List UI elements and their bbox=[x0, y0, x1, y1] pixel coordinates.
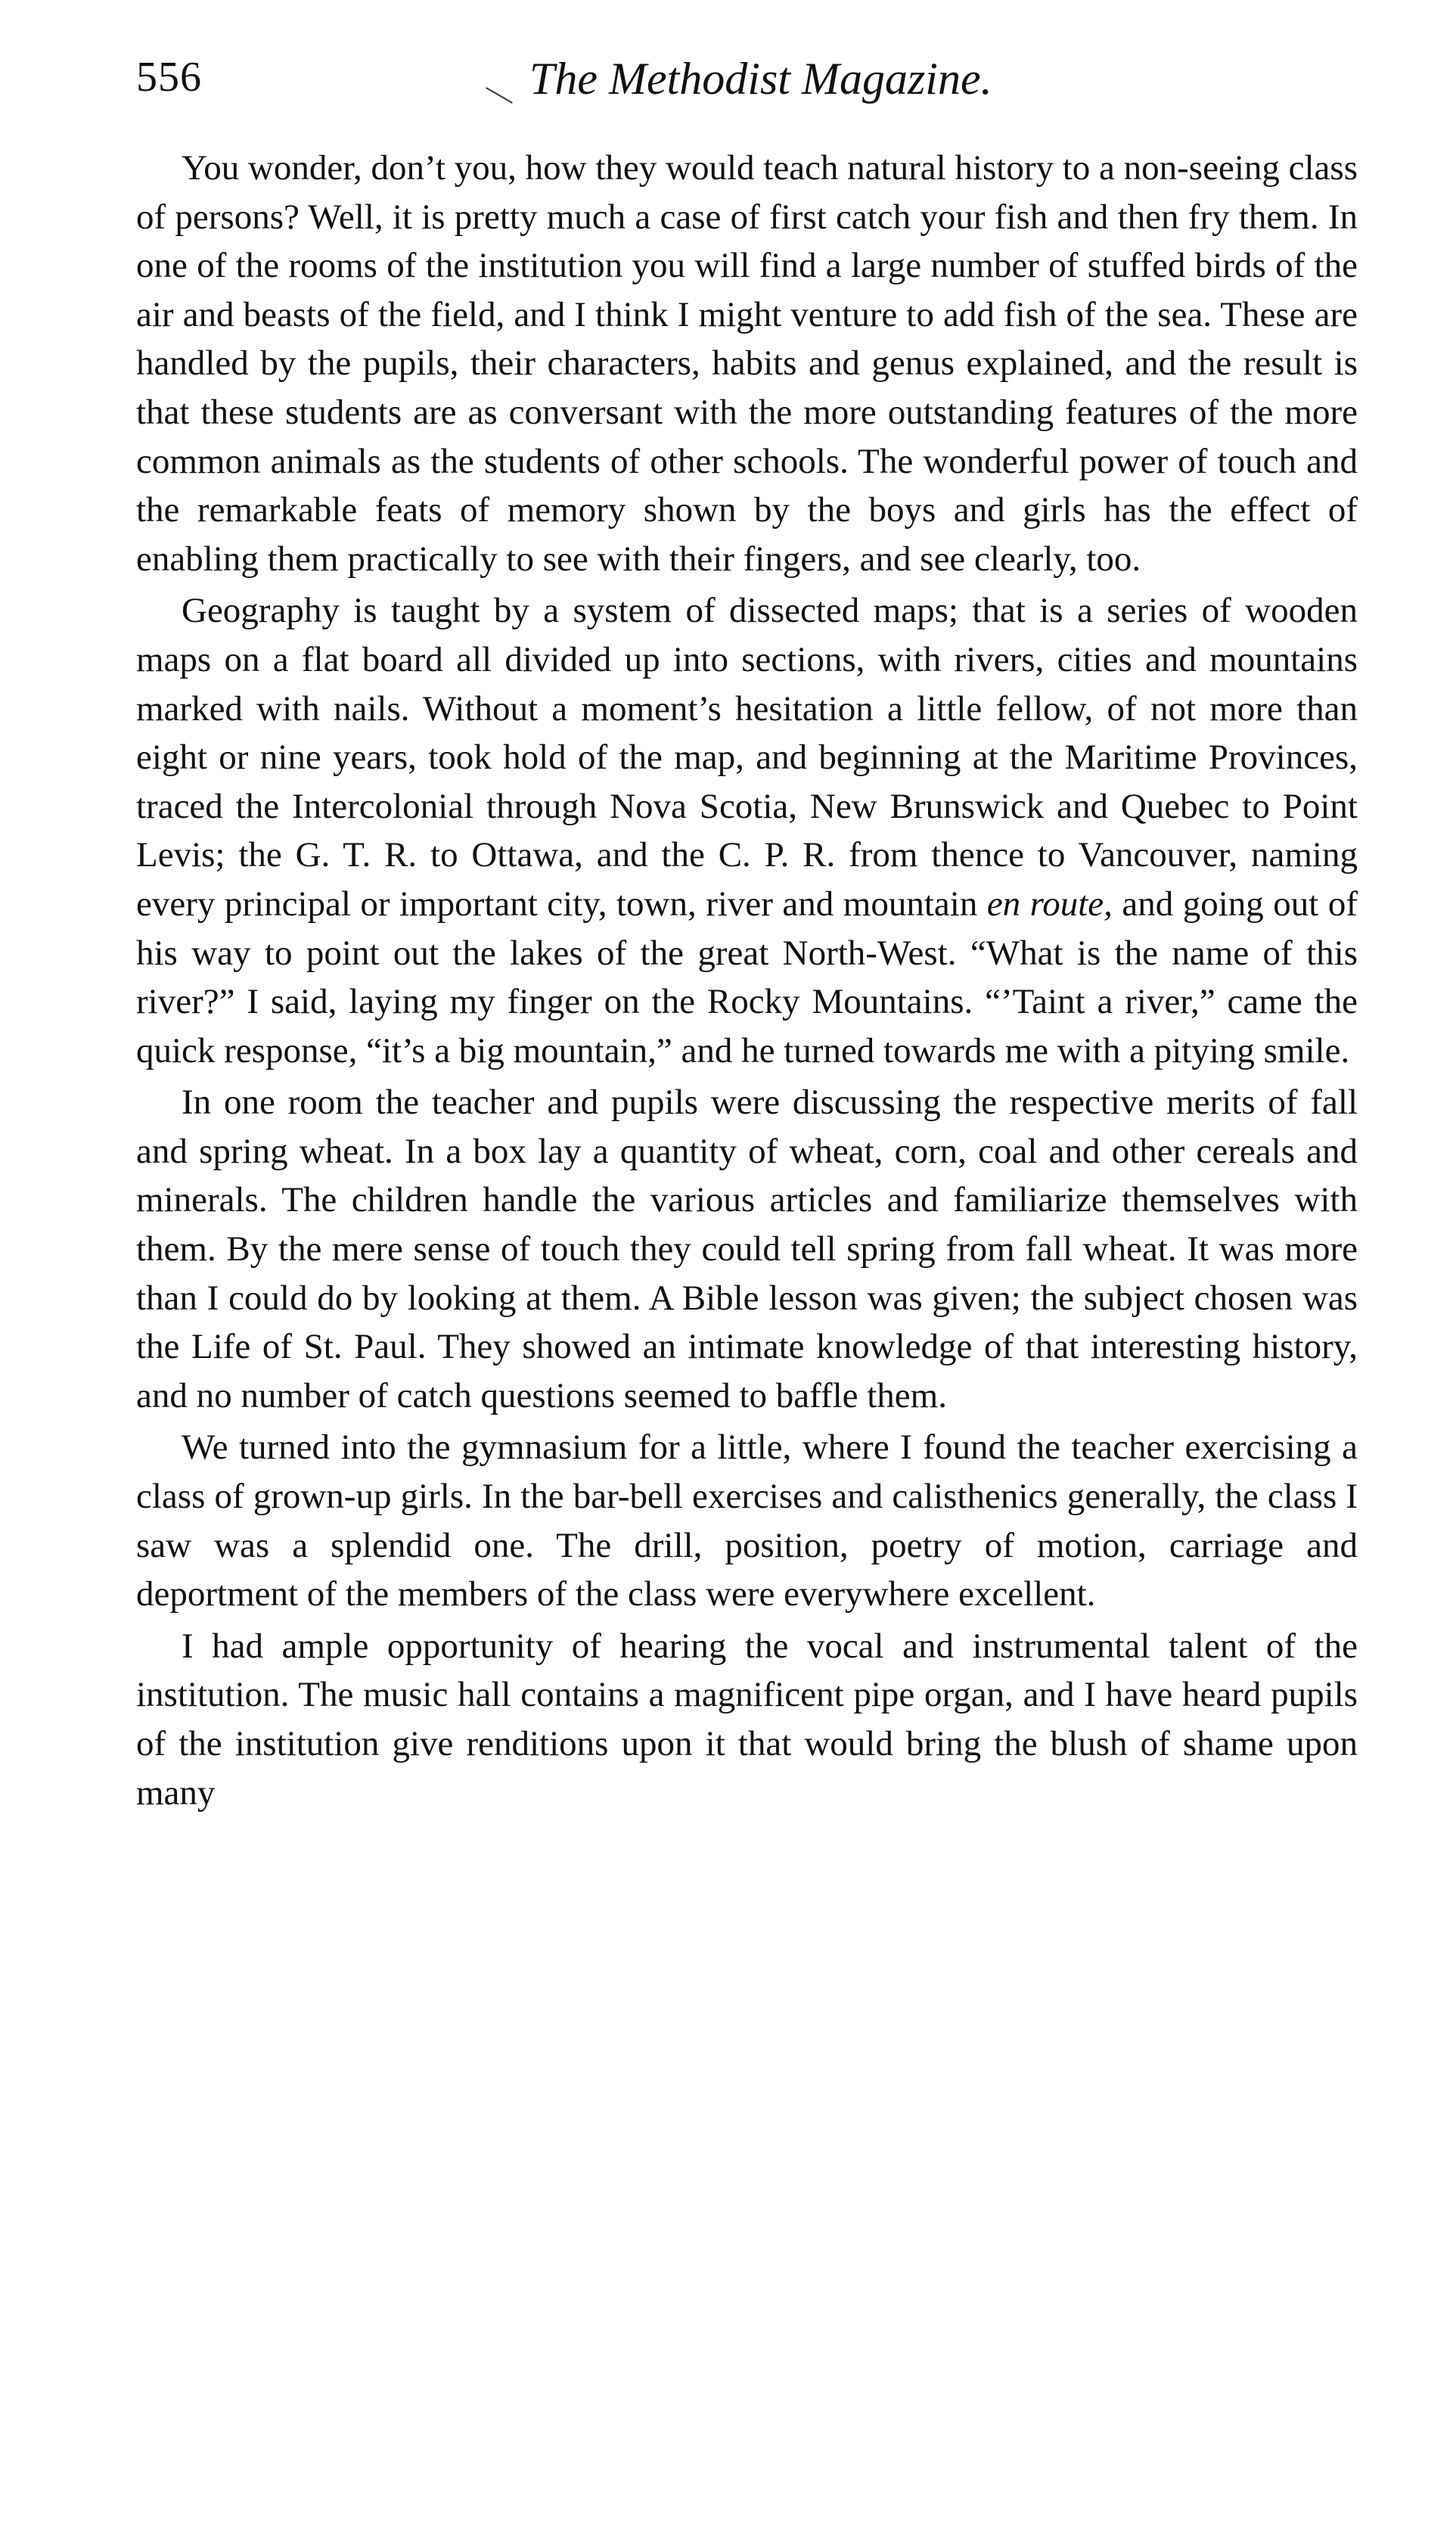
paragraph-text: You wonder, don’t you, how they would teach natural history to a non-seeing class of persons? Well, it is pretty much a case of first catch your fish and then fry them. In one of the rooms of the institution you will find a large number of stuffed birds of the air and beasts of the field, and I think I might venture to add fish of the sea. These are handled by the pupils, their characters, habits and genus explained, and the result is that these students are as conversant with the more outstanding features of the more common animals as the students of other schools. The wonderful power of touch and the remarkable feats of memory shown by the boys and girls has the effect of enabling them practically to see with their fingers, and see clearly, too. bbox=[136, 148, 1358, 579]
paragraph-text: We turned into the gymnasium for a little, where I found the teacher exercising a class of grown-up girls. In the bar-bell exercises and calisthenics generally, the class I saw was a splendid one. The drill, position, poetry of motion, carriage and deportment of the members of the class were everywhere excellent. bbox=[136, 1428, 1358, 1614]
paragraph-geography bbox=[136, 586, 1358, 1075]
running-title: The Methodist Magazine. bbox=[529, 54, 992, 104]
paragraph-music bbox=[136, 1622, 1358, 1817]
paragraph-text: and going out of his way to point out the lakes of the great North-West. “What is the name of this river?” I said, laying my finger on the Rocky Mountains. “’Taint a river,” came the quick response, “it’s a big mountain,” and he turned towards me with a pitying smile. bbox=[136, 884, 1358, 1070]
paragraph-natural-history bbox=[136, 144, 1358, 583]
paragraph-wheat-lesson bbox=[136, 1078, 1358, 1420]
paragraph-text: In one room the teacher and pupils were discussing the respective merits of fall and spring wheat. In a box lay a quantity of wheat, corn, coal and other cereals and minerals. The children handle the various articles and familiarize themselves with them. By the mere sense of touch they could tell spring from fall wheat. It was more than I could do by looking at them. A Bible lesson was given; the subject chosen was the Life of St. Paul. They showed an intimate knowledge of that interesting history, and no number of catch questions seemed to baffle them. bbox=[136, 1083, 1358, 1415]
paragraph-gymnasium bbox=[136, 1423, 1358, 1618]
printer-mark bbox=[486, 87, 513, 104]
page-header bbox=[136, 53, 1346, 121]
article-body bbox=[136, 144, 1358, 1817]
page-number: 556 bbox=[136, 54, 202, 101]
paragraph-text: Geography is taught by a system of dissected maps; that is a series of wooden maps on a flat board all divided up into sections, with rivers, cities and mountains marked with nails. Without a moment’s hesitation a little fellow, of not more than eight or nine years, took hold of the map, and beginning at the Maritime Provinces, traced the Intercolonial through Nova Scotia, New Brunswick and Quebec to Point Levis; the G. T. R. to Ottawa, and the C. P. R. from thence to Vancouver, naming every principal or important city, town, river and mountain bbox=[136, 591, 1358, 924]
paragraph-text: I had ample opportunity of hearing the vocal and instrumental talent of the institution. The music hall contains a magnificent pipe organ, and I have heard pupils of the institution give renditions upon it that would bring the blush of shame upon many bbox=[136, 1626, 1358, 1813]
italic-phrase: en route, bbox=[986, 884, 1113, 924]
